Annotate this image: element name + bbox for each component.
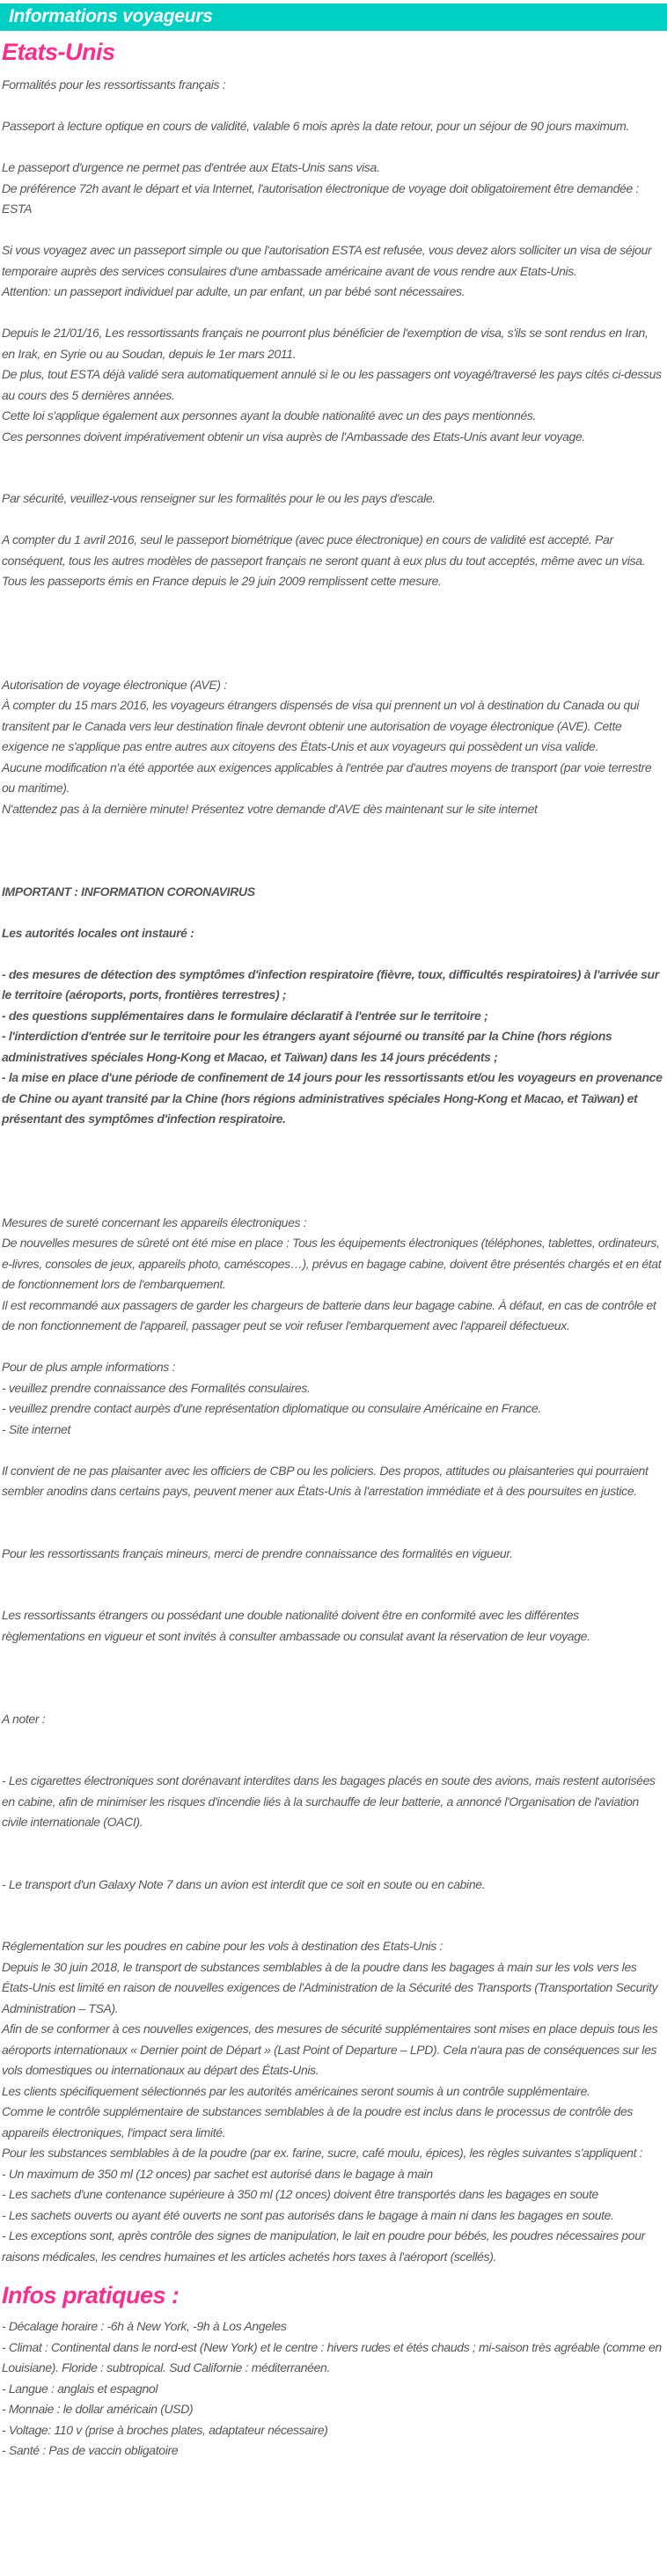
paragraph: - des mesures de détection des symptômes d'infection respiratoire (fièvre, toux, difficultés respiratoires) à l'arrivée sur le territoire (aéroports, ports, frontières terrestres) ;	[2, 966, 659, 1002]
paragraph: Tous les passeports émis en France depuis le 29 juin 2009 remplissent cette mesure.	[2, 574, 442, 588]
spacer	[2, 1895, 663, 1936]
list-item: - Santé : Pas de vaccin obligatoire	[2, 2443, 179, 2457]
spacer	[2, 220, 663, 241]
paragraph: Mesures de sureté concernant les appareils électroniques :	[2, 1215, 307, 1229]
paragraph: Par sécurité, veuillez-vous renseigner sur les formalités pour le ou les pays d'escale.	[2, 491, 436, 505]
paragraph: Cette loi s'applique également aux personnes ayant la double nationalité avec un des pays mentionnés.	[2, 408, 537, 422]
paragraph: N'attendez pas à la dernière minute! Présentez votre demande d'AVE dès maintenant sur le site internet	[2, 801, 538, 816]
spacer	[2, 1729, 663, 1771]
paragraph: Autorisation de voyage électronique (AVE) :	[2, 677, 227, 692]
paragraph: Les autorités locales ont instauré :	[2, 925, 194, 940]
content-blocks	[2, 75, 663, 2267]
paragraph: Ces personnes doivent impérativement obtenir un visa auprès de l'Ambassade des Etats-Unis avant leur voyage.	[2, 429, 585, 444]
list-item: - Climat : Continental dans le nord-est (New York) et le centre : hivers rudes et étés chauds ; mi-saison très agréable (comme en Louisiane). Floride : subtropical. Sud Californie : méditerranéen.	[2, 2339, 662, 2374]
paragraph: Afin de se conformer à ces nouvelles exigences, des mesures de sécurité supplémentaires sont mises en place depuis tous les aéroports internationaux « Dernier point de Départ » (Last Point of Departure – LPD). Cela n'aura pas de conséquences sur les vols domestiques ou internationaux au départ des États-Unis.	[2, 2022, 658, 2077]
paragraph: Les clients spécifiquement sélectionnés par les autorités américaines seront soumis à un contrôle supplémentaire.	[2, 2083, 590, 2098]
paragraph: - la mise en place d'une période de confinement de 14 jours pour les ressortissants et/ou les voyageurs en provenance de Chine ou ayant transité par la Chine (hors régions administratives spéciales Hong-Kong et Macao, et Taïwan) et présentant des symptômes d'infection respiratoire.	[2, 1070, 663, 1126]
paragraph: À compter du 15 mars 2016, les voyageurs étrangers dispensés de visa qui prennent un vol à destination du Canada ou qui transitent par le Canada vers leur destination finale devront obtenir une autorisation de voyage électronique (AVE). Cette exigence ne s'applique pas entre autres aux citoyens des États-Unis et aux voyageurs qui possèdent un visa valide.	[2, 698, 640, 753]
paragraph: - Un maximum de 350 ml (12 onces) par sachet est autorisé dans le bagage à main	[2, 2166, 433, 2181]
list-item: - Monnaie : le dollar américain (USD)	[2, 2402, 194, 2416]
travel-info-banner	[0, 4, 667, 31]
paragraph: Aucune modification n'a été apportée aux exigences applicables à l'entrée par d'autres moyens de transport (par voie terrestre ou maritime).	[2, 760, 652, 795]
paragraph: - des questions supplémentaires dans le formulaire déclaratif à l'entrée sur le territoire ;	[2, 1008, 488, 1023]
paragraph: IMPORTANT : INFORMATION CORONAVIRUS	[2, 884, 255, 899]
paragraph: Si vous voyagez avec un passeport simple ou que l'autorisation ESTA est refusée, vous devez alors solliciter un visa de séjour temporaire auprès des services consulaires d'une ambassade américaine avant de vous rendre aux Etats-Unis.	[2, 243, 652, 278]
infos-list	[2, 2316, 663, 2462]
spacer	[2, 303, 663, 324]
paragraph: De préférence 72h avant le départ et via Internet, l'autorisation électronique de voyage doit obligatoirement être demandée : ESTA	[2, 180, 639, 216]
spacer	[2, 1440, 663, 1461]
paragraph: Passeport à lecture optique en cours de validité, valable 6 mois après la date retour, pour un séjour de 90 jours maximum.	[2, 119, 629, 133]
banner-title: Informations voyageurs	[9, 5, 213, 26]
paragraph: - Site internet	[2, 1421, 71, 1436]
paragraph: - Les exceptions sont, après contrôle des signes de manipulation, le lait en poudre pour bébés, les poudres nécessaires pour raisons médicales, les cendres humaines et les articles achetés hors taxes à l'aéroport (scellés).	[2, 2228, 645, 2264]
paragraph: - veuillez prendre contact aurpès d'une représentation diplomatique ou consulaire Américaine en France.	[2, 1401, 541, 1415]
paragraph: Depuis le 30 juin 2018, le transport de substances semblables à de la poudre dans les bagages à main sur les vols vers les États-Unis est limité en raison de nouvelles exigences de l'Administration de la Sécurité des Transports (Transportation Security Administration – TSA).	[2, 1959, 658, 2015]
list-item: - Voltage: 110 v (prise à broches plates, adaptateur nécessaire)	[2, 2422, 328, 2437]
paragraph: - veuillez prendre connaissance des Formalités consulaires.	[2, 1380, 311, 1395]
infos-heading: Infos pratiques :	[2, 2282, 180, 2308]
paragraph: Pour de plus ample informations :	[2, 1360, 176, 1374]
paragraph: Attention: un passeport individuel par adulte, un par enfant, un par bébé sont nécessaires.	[2, 284, 465, 298]
paragraph: Pour les ressortissants français mineurs, merci de prendre connaissance des formalités en vigueur.	[2, 1545, 513, 1560]
spacer	[2, 1564, 663, 1605]
paragraph: - Les cigarettes électroniques sont dorénavant interdites dans les bagages placés en soute des avions, mais restent autorisées en cabine, afin de minimiser les risques d'incendie liés à la surchauffe de leur batterie, a annoncé l'Organisation de l'aviation civile internationale (OACI).	[2, 1773, 656, 1829]
paragraph: Comme le contrôle supplémentaire de substances semblables à de la poudre est inclus dans le processus de contrôle des appareils électroniques, l'impact sera limité.	[2, 2104, 634, 2139]
paragraph: - Le transport d'un Galaxy Note 7 dans un avion est interdit que ce soit en soute ou en cabine.	[2, 1876, 486, 1891]
paragraph: Les ressortissants étrangers ou possédant une double nationalité doivent être en conformité avec les différentes règlementations en vigueur et sont invités à consulter ambassade ou consulat avant la réservation de leur voyage.	[2, 1608, 590, 1643]
spacer	[2, 1502, 663, 1544]
paragraph: - Les sachets ouverts ou ayant été ouverts ne sont pas autorisés dans le bagage à main ni dans les bagages en soute.	[2, 2207, 614, 2222]
paragraph: A noter :	[2, 1711, 46, 1726]
spacer	[2, 1647, 663, 1709]
spacer	[2, 819, 663, 882]
paragraph: Réglementation sur les poudres en cabine pour les vols à destination des Etats-Unis :	[2, 1939, 443, 1953]
paragraph: Formalités pour les ressortissants français :	[2, 77, 226, 92]
paragraph: Le passeport d'urgence ne permet pas d'entrée aux Etats-Unis sans visa.	[2, 160, 380, 174]
spacer	[2, 137, 663, 158]
paragraph: Il convient de ne pas plaisanter avec les officiers de CBP ou les policiers. Des propos, attitudes ou plaisanteries qui pourraient sembler anodins dans certains pays, peuvent mener aux États-Unis à l'arrestation immédiate et à des poursuites en justice.	[2, 1463, 649, 1498]
spacer	[2, 1130, 663, 1213]
paragraph: A compter du 1 avril 2016, seul le passeport biométrique (avec puce électronique) en cours de validité est accepté. Par conséquent, tous les autres modèles de passeport français ne seront quant à eux plus du tout acceptés, même avec un visa.	[2, 532, 646, 568]
spacer	[2, 510, 663, 531]
paragraph: Pour les substances semblables à de la poudre (par ex. farine, sucre, café moulu, épices), les règles suivantes s'appliquent :	[2, 2146, 643, 2160]
list-item: - Décalage horaire : -6h à New York, -9h à Los Angeles	[2, 2319, 287, 2333]
spacer	[2, 1833, 663, 1875]
paragraph: De plus, tout ESTA déjà validé sera automatiquement annulé si le ou les passagers ont voyagé/traversé les pays cités ci-dessus au cours des 5 dernières années.	[2, 367, 662, 402]
paragraph: Depuis le 21/01/16, Les ressortissants français ne pourront plus bénéficier de l'exemption de visa, s'ils se sont rendus en Iran, en Irak, en Syrie ou au Soudan, depuis le 1er mars 2011.	[2, 326, 649, 361]
paragraph: - Les sachets d'une contenance supérieure à 350 ml (12 onces) doivent être transportés dans les bagages en soute	[2, 2187, 598, 2201]
paragraph: - l'interdiction d'entrée sur le territoire pour les étrangers ayant séjourné ou transité par la Chine (hors régions administratives spéciales Hong-Kong et Macao, et Taïwan) dans les 14 jours précédents ;	[2, 1029, 612, 1064]
country-heading: Etats-Unis	[2, 39, 115, 65]
spacer	[2, 96, 663, 117]
spacer	[2, 1337, 663, 1358]
spacer	[2, 592, 663, 675]
spacer	[2, 447, 663, 488]
list-item: - Langue : anglais et espagnol	[2, 2381, 158, 2396]
paragraph: De nouvelles mesures de sûreté ont été mise en place : Tous les équipements électroniques (téléphones, tablettes, ordinateurs, e-livres, consoles de jeux, appareils photo, caméscopes…), prévus en bagage cabine, doivent être présentés chargés et en état de fonctionnement lors de l'embarquement.	[2, 1236, 662, 1291]
spacer	[2, 902, 663, 923]
spacer	[2, 943, 663, 965]
paragraph: Il est recommandé aux passagers de garder les chargeurs de batterie dans leur bagage cabine. À défaut, en cas de contrôle et de non fonctionnement de l'appareil, passager peut se voir refuser l'embarquement avec l'appareil défectueux.	[2, 1297, 656, 1332]
